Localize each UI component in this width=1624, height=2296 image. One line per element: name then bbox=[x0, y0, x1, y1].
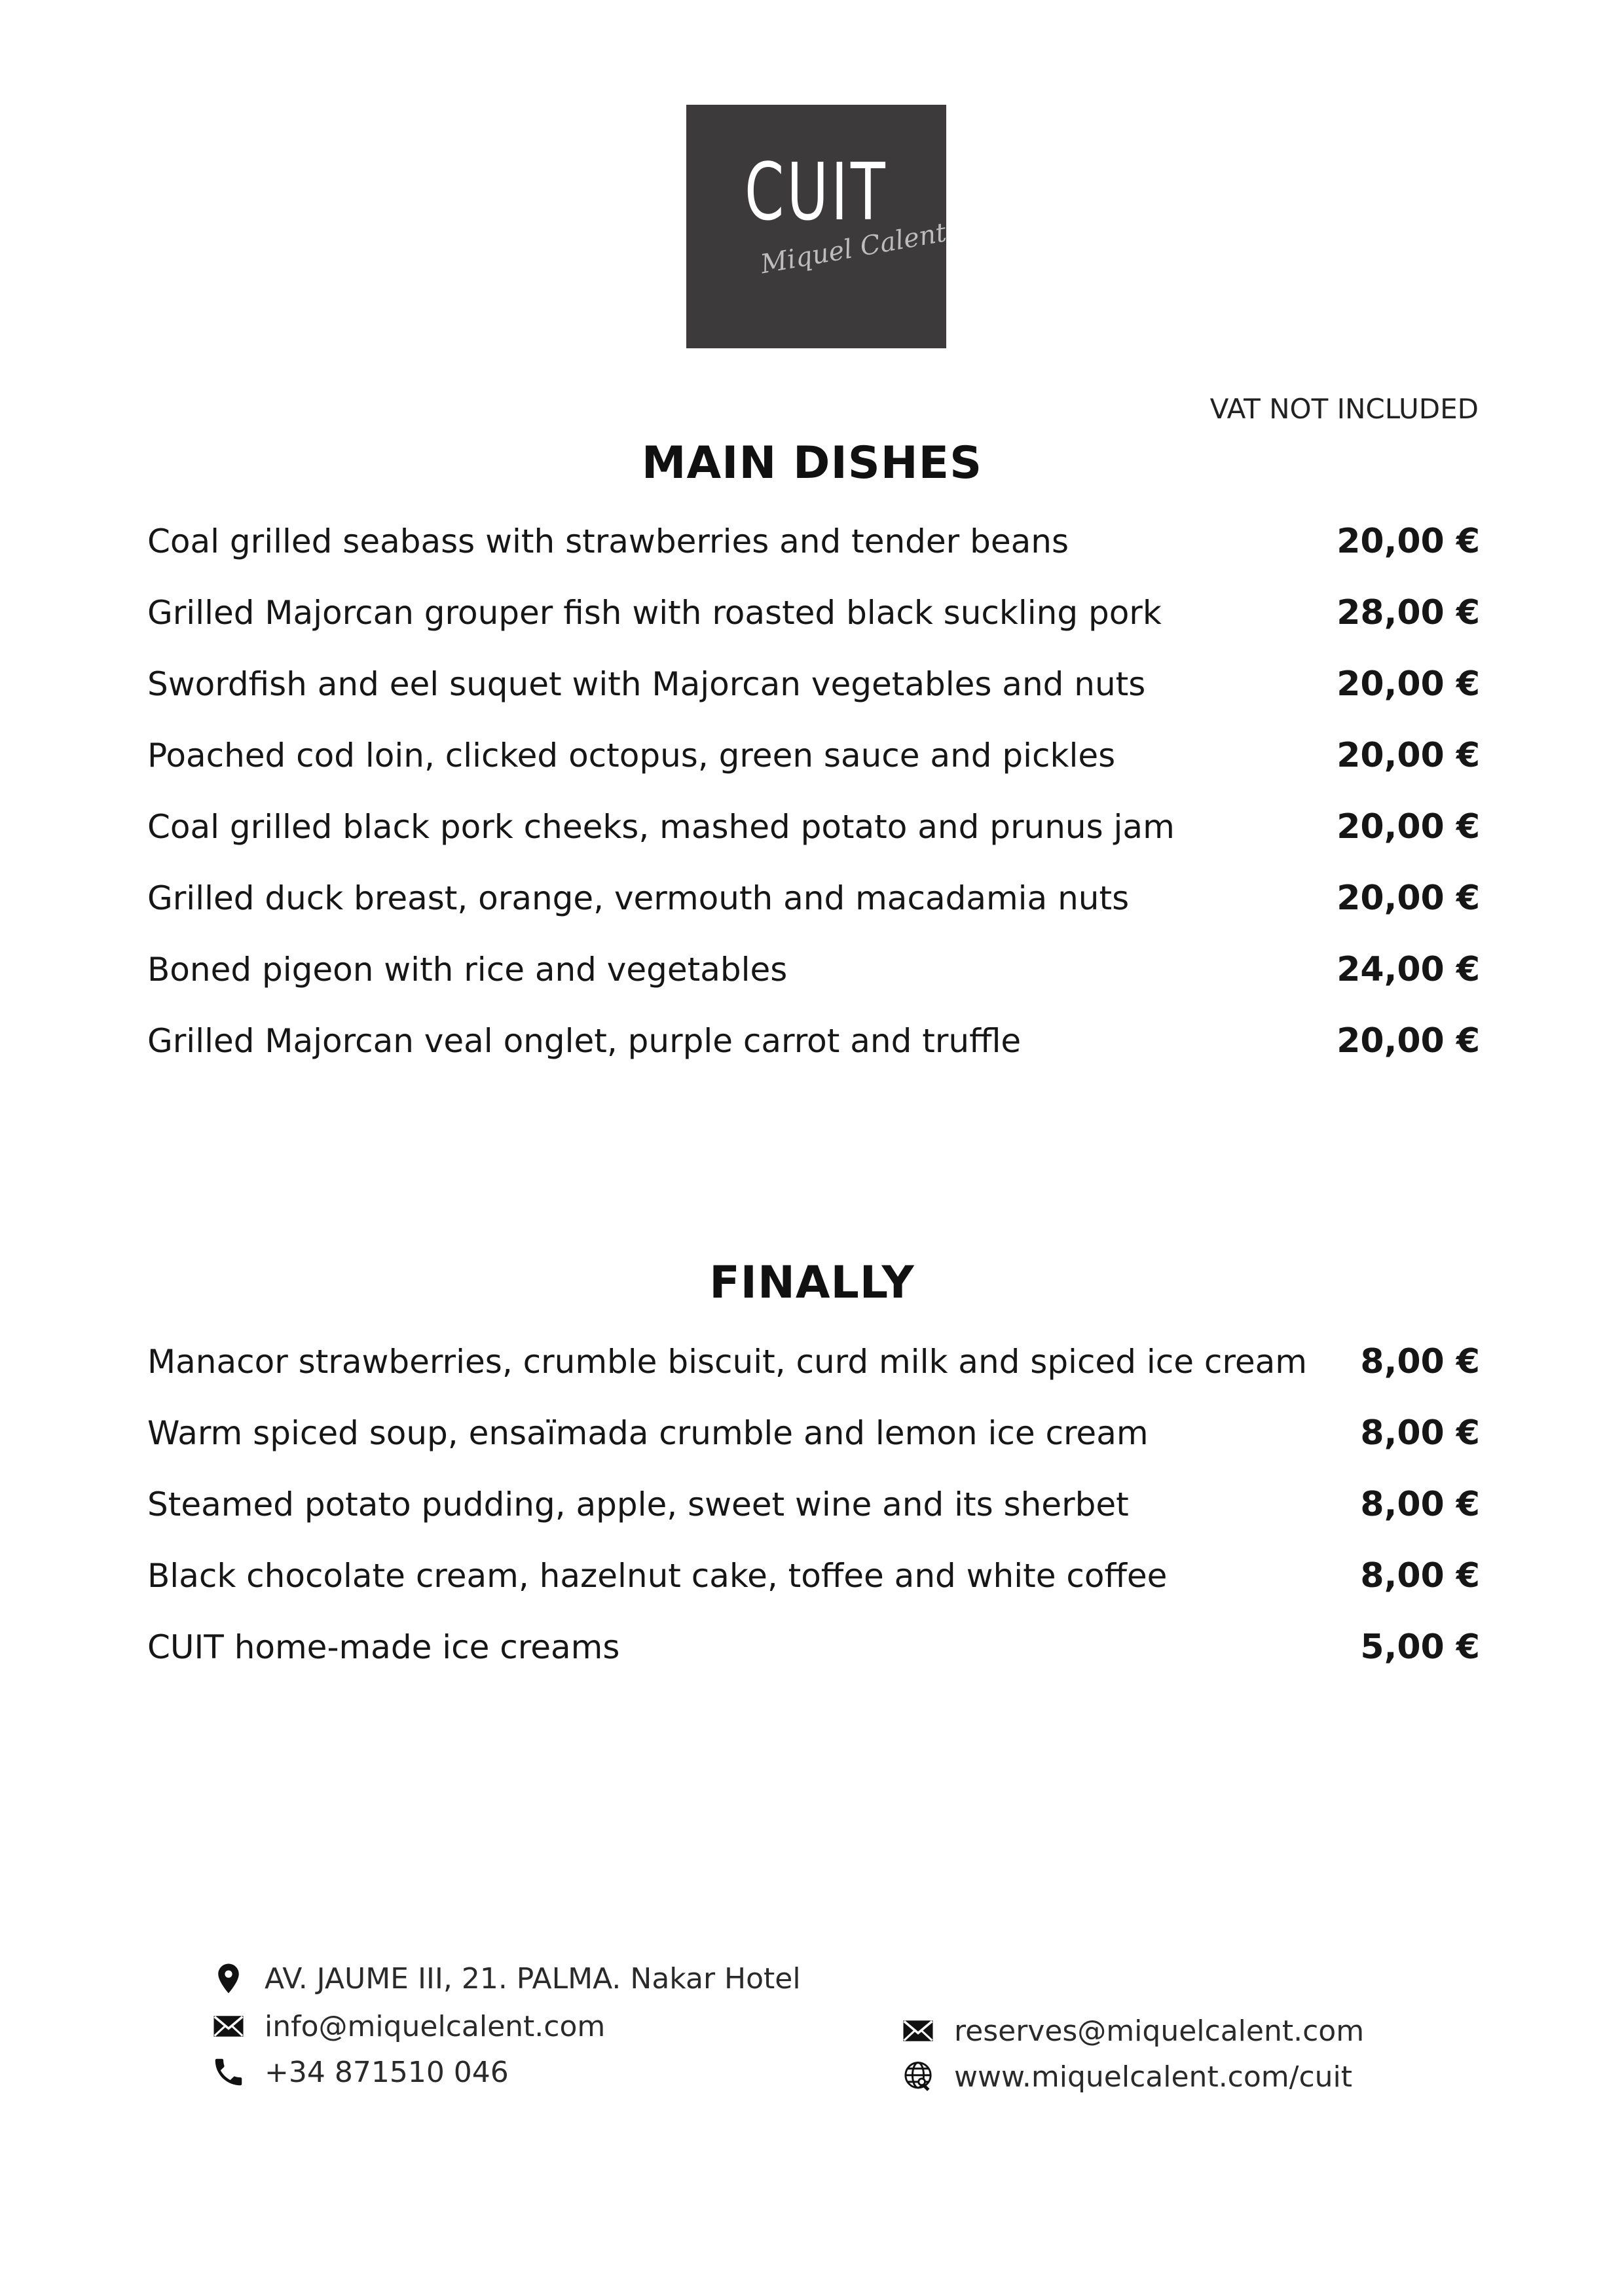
address bbox=[211, 1961, 801, 1996]
dish-name: Grilled Majorcan veal onglet, purple carrot and truffle bbox=[147, 1022, 1022, 1060]
desserts-list bbox=[147, 1342, 1480, 1699]
list-item bbox=[147, 1556, 1480, 1628]
list-item bbox=[147, 522, 1480, 593]
dish-name: Boned pigeon with rice and vegetables bbox=[147, 951, 788, 989]
dessert-name: CUIT home-made ice creams bbox=[147, 1628, 620, 1666]
dessert-name: Steamed potato pudding, apple, sweet wine and its sherbet bbox=[147, 1485, 1129, 1523]
email-info[interactable] bbox=[211, 2009, 605, 2044]
main-dishes-list bbox=[147, 522, 1480, 1093]
list-item bbox=[147, 736, 1480, 807]
list-item bbox=[147, 950, 1480, 1021]
dish-price: 20,00 € bbox=[1337, 736, 1480, 775]
dish-name: Grilled duck breast, orange, vermouth and macadamia nuts bbox=[147, 879, 1130, 917]
dessert-name: Black chocolate cream, hazelnut cake, toffee and white coffee bbox=[147, 1557, 1168, 1595]
list-item bbox=[147, 1485, 1480, 1556]
vat-note: VAT NOT INCLUDED bbox=[1209, 393, 1479, 425]
email-reserves[interactable] bbox=[900, 2013, 1364, 2049]
email-reserves-text[interactable]: reserves@miquelcalent.com bbox=[954, 2014, 1365, 2048]
list-item bbox=[147, 1021, 1480, 1093]
logo-wordmark: CUIT bbox=[744, 147, 889, 238]
dish-name: Grilled Majorcan grouper fish with roasted black suckling pork bbox=[147, 594, 1162, 632]
location-pin-icon bbox=[211, 1961, 246, 1996]
dessert-price: 8,00 € bbox=[1360, 1342, 1480, 1381]
dessert-name: Warm spiced soup, ensaïmada crumble and lemon ice cream bbox=[147, 1414, 1149, 1452]
website-text[interactable]: www.miquelcalent.com/cuit bbox=[954, 2060, 1353, 2094]
list-item bbox=[147, 593, 1480, 665]
envelope-icon bbox=[900, 2013, 936, 2049]
dish-name: Coal grilled seabass with strawberries and tender beans bbox=[147, 522, 1069, 560]
list-item bbox=[147, 879, 1480, 950]
section-title-main-dishes: MAIN DISHES bbox=[641, 437, 983, 489]
dish-price: 28,00 € bbox=[1337, 593, 1480, 632]
dessert-price: 5,00 € bbox=[1360, 1628, 1480, 1667]
dessert-price: 8,00 € bbox=[1360, 1413, 1480, 1453]
list-item bbox=[147, 1628, 1480, 1699]
list-item bbox=[147, 807, 1480, 879]
envelope-icon bbox=[211, 2009, 246, 2044]
address-text: AV. JAUME III, 21. PALMA. Nakar Hotel bbox=[265, 1961, 801, 1995]
globe-icon bbox=[900, 2059, 936, 2094]
dish-name: Coal grilled black pork cheeks, mashed potato and prunus jam bbox=[147, 808, 1175, 846]
phone-text[interactable]: +34 871510 046 bbox=[265, 2055, 509, 2089]
dessert-name: Manacor strawberries, crumble biscuit, curd milk and spiced ice cream bbox=[147, 1343, 1307, 1381]
dish-price: 20,00 € bbox=[1337, 1021, 1480, 1061]
phone-icon bbox=[211, 2054, 246, 2090]
dish-name: Swordfish and eel suquet with Majorcan vegetables and nuts bbox=[147, 665, 1146, 703]
dish-price: 20,00 € bbox=[1337, 879, 1480, 918]
list-item bbox=[147, 665, 1480, 736]
dish-price: 20,00 € bbox=[1337, 665, 1480, 704]
list-item bbox=[147, 1342, 1480, 1413]
section-title-finally: FINALLY bbox=[709, 1257, 915, 1309]
phone[interactable] bbox=[211, 2054, 509, 2090]
logo-signature: Miquel Calent bbox=[758, 217, 949, 280]
dessert-price: 8,00 € bbox=[1360, 1485, 1480, 1524]
dish-name: Poached cod loin, clicked octopus, green sauce and pickles bbox=[147, 737, 1116, 774]
dessert-price: 8,00 € bbox=[1360, 1556, 1480, 1595]
dish-price: 24,00 € bbox=[1337, 950, 1480, 989]
list-item bbox=[147, 1413, 1480, 1485]
restaurant-logo bbox=[686, 105, 949, 348]
dish-price: 20,00 € bbox=[1337, 522, 1480, 561]
website[interactable] bbox=[900, 2059, 1352, 2094]
email-info-text[interactable]: info@miquelcalent.com bbox=[265, 2009, 606, 2043]
dish-price: 20,00 € bbox=[1337, 807, 1480, 847]
